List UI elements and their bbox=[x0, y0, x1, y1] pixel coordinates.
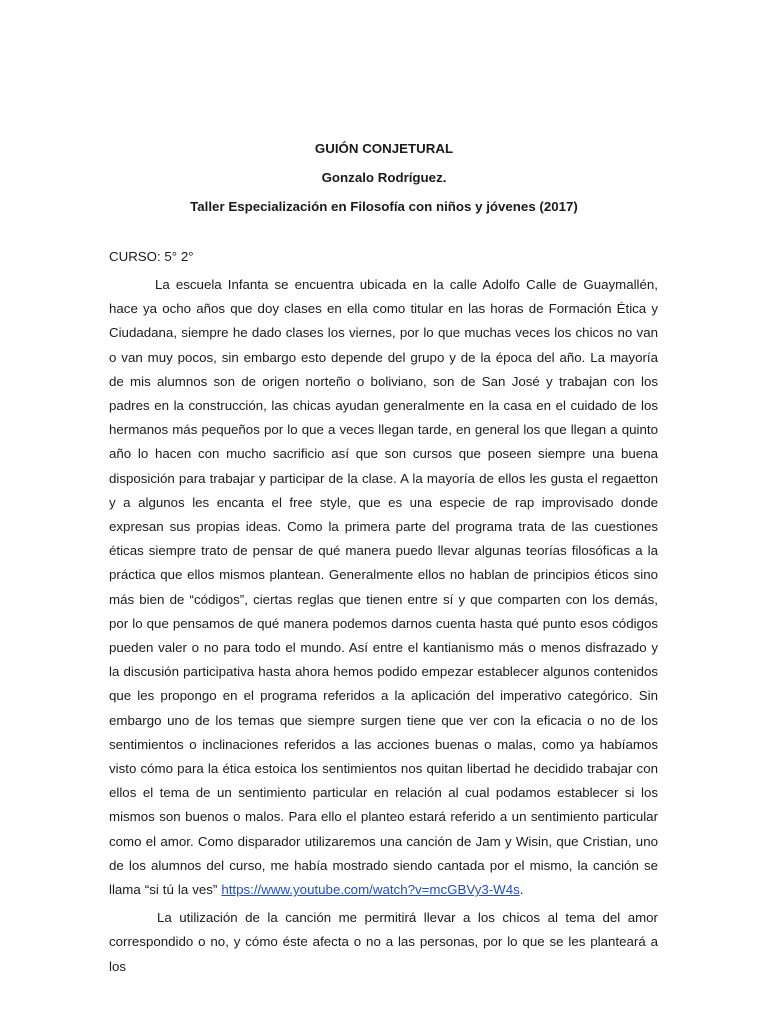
paragraph-2: La utilización de la canción me permitirá llevar a los chicos al tema del amor correspondido o no, y cómo éste afecta o no a las personas, por lo que se les planteará a los bbox=[109, 910, 658, 974]
document-title: GUIÓN CONJETURAL bbox=[314, 141, 454, 156]
author-name: Gonzalo Rodríguez. bbox=[321, 170, 447, 185]
document-header bbox=[0, 139, 768, 226]
paragraph-1-text: La escuela Infanta se encuentra ubicada en la calle Adolfo Calle de Guaymallén, hace ya ocho años que doy clases en ella como titular en las horas de Formación Ética y Ciudadana, siempre he dado clases los viernes, por lo que muchas veces los chicos no van o van muy pocos, sin embargo esto depende del grupo y de la época del año. La mayoría de mis alumnos son de origen norteño o boliviano, son de San José y trabajan con los padres en la construcción, las chicas ayudan generalmente en la casa en el cuidado de los hermanos más pequeños por lo que a veces llegan tarde, en general los que llegan a quinto año lo hacen con mucho sacrificio así que son cursos que poseen siempre una buena disposición para trabajar y participar de la clase. A la mayoría de ellos les gusta el regaetton y a algunos les encanta el free style, que es una especie de rap improvisado donde expresan sus propias ideas. Como la primera parte del programa trata de las cuestiones éticas siempre trato de pensar de qué manera puedo llevar algunas teorías filosóficas a la práctica que ellos mismos plantean. Generalmente ellos no hablan de principios éticos sino más bien de “códigos”, ciertas reglas que tienen entre sí y que comparten con los demás, por lo que pensamos de qué manera podemos darnos cuenta hasta qué punto esos códigos pueden valer o no para todo el mundo. Así entre el kantianismo más o menos disfrazado y la discusión participativa hasta ahora hemos podido empezar establecer algunos contenidos que les propongo en el programa referidos a la aplicación del imperativo categórico. Sin embargo uno de los temas que siempre surgen tiene que ver con la eficacia o no de los sentimientos o inclinaciones referidos a las acciones buenas o malas, como ya habíamos visto cómo para la ética estoica los sentimientos nos quitan libertad he decidido trabajar con ellos el tema de un sentimiento particular en relación al cual podamos establecer si los mismos son buenos o malos. Para ello el planteo estará referido a un sentimiento particular como el amor. Como disparador utilizaremos una canción de Jam y Wisin, que Cristian, uno de los alumnos del curso, me había mostrado siendo cantada por el mismo, la canción se llama “si tú la ves” bbox=[109, 277, 658, 898]
youtube-link[interactable]: https://www.youtube.com/watch?v=mcGBVy3-W4s bbox=[221, 882, 520, 898]
paragraph-1-end: . bbox=[519, 882, 524, 898]
course-name: Taller Especialización en Filosofía con niños y jóvenes (2017) bbox=[190, 199, 578, 214]
document-body bbox=[109, 273, 658, 979]
course-label: CURSO: 5° 2° bbox=[109, 249, 194, 264]
paragraph-1 bbox=[109, 273, 658, 902]
